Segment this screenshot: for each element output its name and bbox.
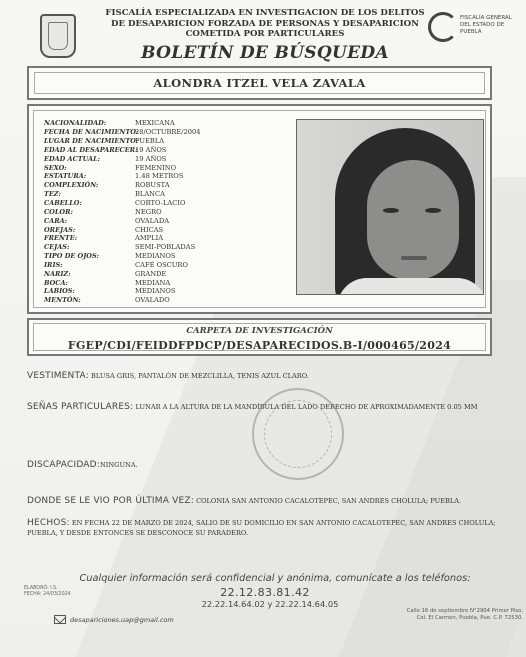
field-row <box>44 296 304 305</box>
field-row <box>44 225 304 234</box>
field-label: CARA: <box>44 216 68 225</box>
marks-label: SEÑAS PARTICULARES: <box>27 402 134 412</box>
institution-name <box>100 8 430 40</box>
field-value: MEDIANOS <box>135 287 176 296</box>
field-value: ROBUSTA <box>135 181 170 190</box>
field-row <box>44 199 304 208</box>
field-value: MEXICANA <box>135 119 175 128</box>
field-label: IRIS: <box>44 260 63 269</box>
disability-section <box>27 461 497 471</box>
person-photo <box>296 119 484 295</box>
field-row <box>44 163 304 172</box>
clothing-text: BLUSA GRIS, PANTALÓN DE MEZCLILLA, TENIS AZUL CLARO. <box>91 372 309 380</box>
facts-section <box>27 519 497 538</box>
field-value: PUEBLA <box>135 137 165 146</box>
fiscalia-logo-text: FISCALÍA GENERAL DEL ESTADO DE PUEBLA <box>460 15 512 35</box>
field-label: BOCA: <box>44 278 68 287</box>
person-data-box <box>27 104 492 314</box>
field-row <box>44 243 304 252</box>
field-label: NACIONALIDAD: <box>44 119 107 128</box>
field-row <box>44 252 304 261</box>
field-value: MEDIANA <box>135 278 171 287</box>
field-label: FRENTE: <box>44 234 78 243</box>
case-file-box <box>27 318 492 356</box>
prepared-by-text: ELABORÓ: I.S. <box>24 586 58 591</box>
field-row <box>44 261 304 270</box>
field-value: OVALADA <box>135 216 170 225</box>
field-label: TEZ: <box>44 190 61 199</box>
field-value: 1.48 METROS <box>135 172 184 181</box>
fiscalia-logo <box>428 10 518 50</box>
field-label: TIPO DE OJOS: <box>44 252 100 261</box>
address-line: Col. El Carmen, Puebla, Pue. C.P. 72530. <box>416 615 523 621</box>
marks-text: LUNAR A LA ALTURA DE LA MANDÍBULA DEL LADO DERECHO DE APROXIMADAMENTE 0.05 MM <box>135 403 478 411</box>
confidential-notice: Cualquier información será confidencial y anónima, comunícate a los teléfonos: <box>79 573 471 584</box>
field-value: SEMI-POBLADAS <box>135 243 196 252</box>
institution-line: DE DESAPARICION FORZADA DE PERSONAS Y DESAPARICION <box>111 18 419 29</box>
clothing-section <box>27 372 497 382</box>
prepared-date: FECHA: 24/03/2024 <box>24 592 71 598</box>
field-row <box>44 190 304 199</box>
field-label: SEXO: <box>44 163 67 172</box>
field-label: CABELLO: <box>44 199 82 208</box>
mail-icon <box>54 615 66 624</box>
case-file-label: CARPETA DE INVESTIGACIÓN <box>186 326 333 336</box>
phone-other[interactable]: 22.22.14.64.02 y 22.22.14.64.05 <box>201 599 339 609</box>
field-value: 19 AÑOS <box>135 145 167 154</box>
field-value: GRANDE <box>135 269 167 278</box>
field-label: ESTATURA: <box>44 172 87 181</box>
state-shield-icon <box>40 14 76 58</box>
field-row <box>44 128 304 137</box>
disability-text: NINGUNA. <box>100 461 138 469</box>
contact-email[interactable] <box>54 615 174 624</box>
field-value: 28/OCTUBRE/2004 <box>135 128 201 137</box>
field-row <box>44 181 304 190</box>
field-value: CAFÉ OSCURO <box>135 260 188 269</box>
field-row <box>44 172 304 181</box>
field-value: MEDIANOS <box>135 252 176 261</box>
field-row <box>44 207 304 216</box>
clothing-label: VESTIMENTA: <box>27 371 89 381</box>
field-value: CORTO-LACIO <box>135 199 186 208</box>
field-row <box>44 137 304 146</box>
disability-label: DISCAPACIDAD: <box>27 460 101 470</box>
page-title: BOLETÍN DE BÚSQUEDA <box>141 43 389 63</box>
field-row <box>44 119 304 128</box>
field-label: MENTÓN: <box>44 296 81 305</box>
person-fields <box>44 119 304 305</box>
field-row <box>44 216 304 225</box>
field-label: LUGAR DE NACIMIENTO: <box>44 137 139 146</box>
field-value: CHICAS <box>135 225 164 234</box>
fiscalia-logo-icon <box>428 12 458 42</box>
field-label: FECHA DE NACIMIENTO: <box>44 128 139 137</box>
field-label: COMPLEXIÓN: <box>44 181 99 190</box>
person-name: ALONDRA ITZEL VELA ZAVALA <box>34 72 485 94</box>
field-row <box>44 269 304 278</box>
last-seen-section <box>27 497 497 507</box>
field-label: CEJAS: <box>44 243 70 252</box>
facts-label: HECHOS: <box>27 518 70 528</box>
last-seen-text: COLONIA SAN ANTONIO CACALOTEPEC, SAN ANDRES CHOLULA; PUEBLA. <box>196 497 462 505</box>
field-value: AMPLIA <box>135 234 164 243</box>
field-value: OVALADO <box>135 296 170 305</box>
field-value: FEMENINO <box>135 163 177 172</box>
field-label: COLOR: <box>44 207 73 216</box>
email-text[interactable]: desapariciones.uap@gmail.com <box>70 615 174 624</box>
field-value: 19 AÑOS <box>135 154 167 163</box>
case-file-number: FGEP/CDI/FEIDDFPDCP/DESAPARECIDOS.B-I/000465/2024 <box>67 339 452 352</box>
field-value: BLANCA <box>135 190 165 199</box>
institution-line: COMETIDA POR PARTICULARES <box>185 29 345 39</box>
address-line: Calle 16 de septiembre N°2904 Primer Piso, <box>406 608 523 614</box>
field-label: EDAD AL DESAPARECER: <box>44 145 138 154</box>
header <box>0 2 526 66</box>
field-label: OREJAS: <box>44 225 76 234</box>
phone-main[interactable]: 22.12.83.81.42 <box>220 586 310 599</box>
institution-line: FISCALÍA ESPECIALIZADA EN INVESTIGACION DE LOS DELITOS <box>105 8 425 18</box>
prepared-by <box>24 586 71 598</box>
field-row <box>44 154 304 163</box>
field-row <box>44 146 304 155</box>
person-name-band <box>27 66 492 100</box>
office-address <box>375 608 523 622</box>
field-row <box>44 278 304 287</box>
field-label: LABIOS: <box>44 287 75 296</box>
field-value: NEGRO <box>135 207 162 216</box>
field-label: EDAD ACTUAL: <box>44 154 101 163</box>
field-row <box>44 234 304 243</box>
facts-text: EN FECHA 22 DE MARZO DE 2024, SALIO DE SU DOMICILIO EN SAN ANTONIO CACALOTEPEC, SAN ANDRES CHOLULA; PUEBLA, Y DESDE ENTONCES SE DESCONOCE SU PARADERO. <box>27 519 496 537</box>
field-label: NARIZ: <box>44 269 71 278</box>
last-seen-label: DONDE SE LE VIO POR ÚLTIMA VEZ: <box>27 496 194 506</box>
field-row <box>44 287 304 296</box>
